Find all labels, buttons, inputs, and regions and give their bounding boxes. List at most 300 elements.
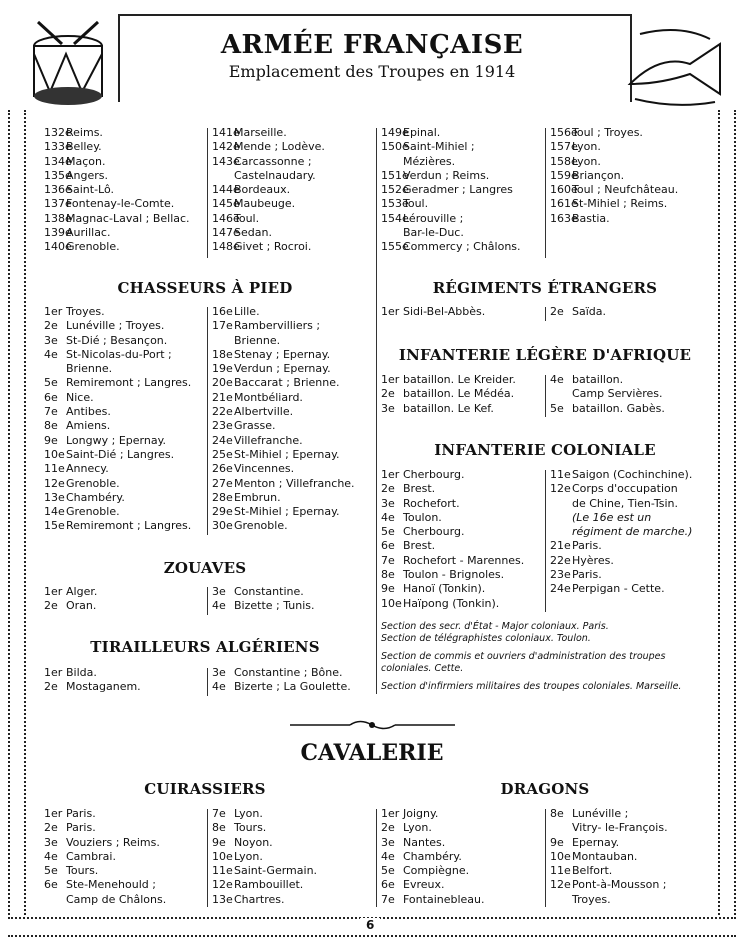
regiment-number: 2e — [44, 599, 58, 613]
garrison-location: Fontainebleau. — [403, 892, 485, 906]
regiment-number: 17e — [212, 319, 233, 333]
regiment-number: 144e — [212, 183, 240, 197]
regiment-number: 18e — [212, 347, 233, 361]
regiment-entry — [212, 505, 355, 519]
regiment-entry — [44, 391, 191, 405]
regiment-number: 150e — [381, 140, 409, 154]
regiment-entry — [381, 140, 521, 154]
garrison-location: Nantes. — [403, 835, 446, 849]
regiment-number: 9e — [550, 835, 564, 849]
regiment-entry — [381, 169, 521, 183]
regiment-number: 4e — [44, 347, 58, 361]
garrison-location: Cherbourg. — [403, 525, 465, 539]
garrison-location: Hyères. — [572, 553, 614, 567]
regiment-entry — [44, 893, 166, 907]
regiment-entry — [381, 511, 524, 525]
dragons-column-2 — [550, 807, 668, 907]
regiment-number: 13e — [44, 490, 65, 504]
regiment-entry — [550, 155, 678, 169]
tirailleurs-heading: TIRAILLEURS ALGÉRIENS — [90, 638, 320, 656]
chasseurs-column-2 — [212, 305, 355, 534]
regiment-entry — [550, 468, 692, 482]
regiment-entry — [212, 836, 317, 850]
regiment-entry — [212, 212, 325, 226]
regiment-number: 16e — [212, 305, 233, 318]
regiment-number: 159e — [550, 168, 578, 182]
regiment-entry — [44, 519, 191, 533]
regiment-entry — [550, 539, 692, 553]
garrison-location: Lérouville ; — [403, 211, 464, 225]
garrison-location: Nice. — [66, 390, 94, 404]
regiment-number: 24e — [212, 433, 233, 447]
regiment-number: 135e — [44, 168, 72, 182]
regiment-entry — [212, 477, 355, 491]
regiment-entry — [550, 836, 668, 850]
regiment-number: 7e — [212, 807, 226, 820]
etrangers-column-2 — [550, 305, 606, 319]
coloniale-note: Section de commis et ouvriers d'administration des troupes — [381, 651, 666, 662]
regiment-number: 23e — [550, 568, 571, 582]
regiment-entry — [212, 405, 355, 419]
regiment-number: 15e — [44, 519, 65, 533]
regiment-number: 10e — [381, 596, 402, 610]
regiment-number: 1er — [44, 807, 63, 820]
column-divider — [207, 809, 208, 907]
regiment-entry — [44, 240, 190, 254]
regiment-entry — [44, 140, 190, 154]
garrison-location: Mézières. — [403, 154, 456, 168]
regiment-number: 5e — [44, 864, 58, 878]
garrison-location: Cambrai. — [66, 849, 116, 863]
garrison-location: Toul. — [403, 197, 429, 211]
garrison-location: Montbéliard. — [234, 390, 303, 404]
regiment-entry — [212, 893, 317, 907]
etrangers-heading: RÉGIMENTS ÉTRANGERS — [432, 279, 658, 297]
garrison-location: Epinal. — [403, 126, 441, 139]
dragons-column-1 — [381, 807, 485, 907]
garrison-location: Embrun. — [234, 490, 281, 504]
garrison-location: Lyon. — [403, 821, 432, 835]
etrangers-column-1 — [381, 305, 485, 319]
garrison-location: Belley. — [66, 140, 102, 154]
coloniale-note: Section des secr. d'État - Major coloniaux. Paris. — [381, 621, 609, 632]
regiment-number: 136e — [44, 183, 72, 197]
garrison-location: Saint-Lô. — [66, 183, 115, 197]
garrison-location: Aurillac. — [66, 226, 111, 240]
garrison-location: St-Mihiel ; Epernay. — [234, 505, 340, 519]
regiment-number: 3e — [381, 835, 395, 849]
regiment-entry — [44, 666, 141, 680]
garrison-location: Angers. — [66, 168, 108, 182]
regiment-entry — [212, 850, 317, 864]
garrison-location: Stenay ; Epernay. — [234, 347, 331, 361]
garrison-location: St-Mihiel ; Epernay. — [234, 447, 340, 461]
regiment-number: 2e — [44, 680, 58, 694]
garrison-location: Noyon. — [234, 835, 273, 849]
regiment-number: 11e — [212, 864, 233, 878]
regiment-number: 4e — [550, 373, 564, 386]
zouaves-column-2 — [212, 585, 315, 614]
regiment-entry — [212, 169, 325, 183]
regiment-entry — [381, 597, 524, 611]
coloniale-heading: INFANTERIE COLONIALE — [434, 441, 656, 459]
regiment-entry — [550, 850, 668, 864]
garrison-location: Paris. — [66, 821, 96, 835]
regiment-entry — [212, 126, 325, 140]
regiment-number: 160e — [550, 183, 578, 197]
regiment-entry — [381, 212, 521, 226]
garrison-location: Lyon. — [234, 807, 263, 820]
regiment-number: 3e — [212, 585, 226, 598]
regiment-number: 28e — [212, 490, 233, 504]
regiment-entry — [381, 240, 521, 254]
garrison-location: Toulon - Brignoles. — [403, 568, 505, 582]
garrison-location: Maçon. — [66, 154, 106, 168]
regiment-number: 5e — [44, 376, 58, 390]
regiment-entry — [44, 850, 166, 864]
garrison-location: Troyes. — [572, 892, 611, 906]
garrison-location: Geradmer ; Langres — [403, 183, 513, 197]
regiment-entry — [550, 525, 692, 539]
regiment-number: 163e — [550, 211, 578, 225]
garrison-location: Rambouillet. — [234, 878, 304, 892]
regiment-number: 12e — [550, 482, 571, 496]
regiment-entry — [212, 140, 325, 154]
garrison-location: Paris. — [572, 539, 602, 553]
garrison-location: (Le 16e est un — [572, 510, 652, 524]
garrison-location: bataillon. Le Kef. — [403, 401, 494, 415]
regiment-entry — [381, 226, 521, 240]
column-divider — [207, 307, 208, 535]
garrison-location: Oran. — [66, 599, 97, 613]
regiment-entry — [44, 197, 190, 211]
regiment-number: 5e — [550, 401, 564, 415]
regiment-entry — [44, 836, 166, 850]
regiment-number: 12e — [44, 476, 65, 490]
regiment-entry — [381, 373, 516, 387]
garrison-location: Givet ; Rocroi. — [234, 240, 312, 254]
regiment-number: 145e — [212, 197, 240, 211]
regiment-entry — [212, 462, 355, 476]
garrison-location: Toul ; Troyes. — [572, 126, 643, 139]
regiment-entry — [44, 419, 191, 433]
dragons-heading: DRAGONS — [500, 780, 590, 798]
regiment-entry — [381, 850, 485, 864]
regiment-number: 5e — [381, 864, 395, 878]
regiment-number: 26e — [212, 462, 233, 476]
garrison-location: St-Mihiel ; Reims. — [572, 197, 668, 211]
regiment-entry — [381, 864, 485, 878]
garrison-location: Commercy ; Châlons. — [403, 240, 521, 254]
garrison-location: Toul ; Neufchâteau. — [572, 183, 679, 197]
regiment-number: 4e — [212, 599, 226, 613]
regiment-number: 1er — [381, 373, 400, 386]
regiment-number: 1er — [381, 468, 400, 481]
regiment-number: 3e — [44, 333, 58, 347]
regiment-entry — [212, 362, 355, 376]
garrison-location: Lille. — [234, 305, 260, 318]
regiment-number: 133e — [44, 140, 72, 154]
regiment-entry — [550, 482, 692, 496]
garrison-location: Montauban. — [572, 849, 638, 863]
chasseurs-column-1 — [44, 305, 191, 534]
infantry-column-3 — [381, 126, 521, 255]
regiment-number: 20e — [212, 376, 233, 390]
regiment-entry — [381, 878, 485, 892]
garrison-location: Chambéry. — [403, 849, 462, 863]
page-title: ARMÉE FRANÇAISE — [220, 30, 524, 60]
garrison-location: Bizerte ; La Goulette. — [234, 680, 351, 694]
regiment-entry — [550, 821, 668, 835]
regiment-entry — [381, 836, 485, 850]
regiment-number: 10e — [44, 447, 65, 461]
regiment-entry — [212, 348, 355, 362]
garrison-location: St-Nicolas-du-Port ; — [66, 347, 172, 361]
garrison-location: Chambéry. — [66, 490, 125, 504]
garrison-location: Marseille. — [234, 126, 287, 139]
regiment-entry — [44, 334, 191, 348]
garrison-location: St-Dié ; Besançon. — [66, 333, 168, 347]
infantry-column-2 — [212, 126, 325, 255]
left-ornamental-border — [8, 110, 26, 915]
regiment-number: 139e — [44, 226, 72, 240]
regiment-entry — [381, 582, 524, 596]
regiment-number: 140e — [44, 240, 72, 254]
garrison-location: de Chine, Tien-Tsin. — [572, 496, 678, 510]
regiment-entry — [44, 434, 191, 448]
regiment-entry — [381, 402, 516, 416]
regiment-number: 3e — [381, 496, 395, 510]
regiment-entry — [44, 362, 191, 376]
regiment-entry — [212, 240, 325, 254]
coloniale-note: coloniales. Cette. — [381, 663, 464, 674]
regiment-entry — [44, 319, 191, 333]
garrison-location: Compiègne. — [403, 864, 470, 878]
garrison-location: Grenoble. — [66, 240, 120, 254]
regiment-entry — [381, 568, 524, 582]
garrison-location: Verdun ; Epernay. — [234, 362, 331, 376]
regiment-number: 148e — [212, 240, 240, 254]
regiment-entry — [381, 126, 521, 140]
garrison-location: Haïpong (Tonkin). — [403, 596, 500, 610]
regiment-number: 3e — [44, 835, 58, 849]
regiment-entry — [44, 169, 190, 183]
garrison-location: bataillon. Le Médéa. — [403, 387, 515, 401]
regiment-number: 1er — [44, 666, 63, 679]
regiment-number: 1er — [44, 585, 63, 598]
garrison-location: Pont-à-Mousson ; — [572, 878, 667, 892]
garrison-location: Toul. — [234, 211, 260, 225]
regiment-entry — [381, 305, 485, 319]
regiment-entry — [44, 376, 191, 390]
regiment-number: 12e — [550, 878, 571, 892]
regiment-entry — [550, 212, 678, 226]
infantry-column-4 — [550, 126, 678, 226]
regiment-entry — [44, 183, 190, 197]
regiment-entry — [212, 376, 355, 390]
regiment-entry — [381, 387, 516, 401]
garrison-location: Carcassonne ; — [234, 154, 312, 168]
regiment-entry — [44, 348, 191, 362]
regiment-entry — [381, 525, 524, 539]
regiment-entry — [550, 568, 692, 582]
regiment-number: 10e — [212, 849, 233, 863]
garrison-location: Amiens. — [66, 419, 111, 433]
regiment-entry — [44, 462, 191, 476]
regiment-number: 155e — [381, 240, 409, 254]
regiment-entry — [212, 821, 317, 835]
regiment-number: 3e — [381, 401, 395, 415]
regiment-entry — [212, 419, 355, 433]
garrison-location: régiment de marche.) — [572, 525, 693, 539]
column-divider — [545, 470, 546, 612]
regiment-number: 161e — [550, 197, 578, 211]
regiment-entry — [44, 212, 190, 226]
regiment-number: 8e — [212, 821, 226, 835]
column-divider — [545, 809, 546, 907]
page-number: 6 — [360, 918, 380, 932]
garrison-location: Cherbourg. — [403, 468, 465, 481]
regiment-number: 1er — [381, 807, 400, 820]
regiment-number: 4e — [44, 849, 58, 863]
garrison-location: Brest. — [403, 539, 436, 553]
regiment-number: 22e — [550, 553, 571, 567]
garrison-location: Saigon (Cochinchine). — [572, 468, 693, 481]
garrison-location: Grenoble. — [234, 519, 288, 533]
garrison-location: Vouziers ; Reims. — [66, 835, 160, 849]
regiment-entry — [550, 305, 606, 319]
regiment-entry — [550, 582, 692, 596]
garrison-location: Brienne. — [66, 362, 113, 376]
regiment-number: 138e — [44, 211, 72, 225]
regiment-entry — [44, 864, 166, 878]
regiment-entry — [550, 497, 692, 511]
tirailleurs-column-1 — [44, 666, 141, 695]
garrison-location: Longwy ; Epernay. — [66, 433, 167, 447]
garrison-location: bataillon. — [572, 373, 624, 386]
garrison-location: Rochefort. — [403, 496, 460, 510]
regiment-entry — [212, 434, 355, 448]
regiment-entry — [550, 387, 665, 401]
right-ornamental-border — [718, 110, 736, 915]
garrison-location: Joigny. — [403, 807, 439, 820]
garrison-location: Lyon. — [234, 849, 263, 863]
garrison-location: bataillon. Le Kreider. — [403, 373, 516, 386]
regiment-entry — [44, 807, 166, 821]
garrison-location: Corps d'occupation — [572, 482, 678, 496]
regiment-number: 7e — [381, 553, 395, 567]
regiment-entry — [550, 893, 668, 907]
regiment-number: 19e — [212, 362, 233, 376]
regiment-number: 30e — [212, 519, 233, 533]
regiment-number: 22e — [212, 405, 233, 419]
regiment-entry — [550, 197, 678, 211]
regiment-number: 149e — [381, 126, 409, 139]
regiment-number: 134e — [44, 154, 72, 168]
regiment-entry — [212, 305, 355, 319]
garrison-location: Maubeuge. — [234, 197, 296, 211]
regiment-entry — [550, 878, 668, 892]
garrison-location: Lunéville ; — [572, 807, 629, 820]
garrison-location: Epernay. — [572, 835, 620, 849]
column-divider — [207, 128, 208, 258]
garrison-location: Bilda. — [66, 666, 97, 679]
regiment-entry — [212, 226, 325, 240]
center-column-divider — [376, 809, 377, 907]
regiment-entry — [212, 878, 317, 892]
garrison-location: Remiremont ; Langres. — [66, 376, 192, 390]
regiment-number: 152e — [381, 183, 409, 197]
regiment-entry — [44, 405, 191, 419]
regiment-entry — [550, 511, 692, 525]
regiment-entry — [212, 585, 315, 599]
column-divider — [545, 128, 546, 258]
regiment-number: 4e — [212, 680, 226, 694]
regiment-number: 146e — [212, 211, 240, 225]
regiment-entry — [381, 497, 524, 511]
regiment-number: 2e — [44, 821, 58, 835]
regiment-number: 6e — [44, 390, 58, 404]
cuirassiers-column-2 — [212, 807, 317, 907]
regiment-number: 143e — [212, 154, 240, 168]
garrison-location: Vincennes. — [234, 462, 295, 476]
regiment-number: 14e — [44, 505, 65, 519]
regiment-entry — [550, 140, 678, 154]
garrison-location: Mende ; Lodève. — [234, 140, 325, 154]
regiment-entry — [381, 539, 524, 553]
regiment-entry — [381, 155, 521, 169]
page-subtitle: Emplacement des Troupes en 1914 — [228, 62, 516, 81]
regiment-number: 9e — [381, 582, 395, 596]
regiment-entry — [550, 864, 668, 878]
regiment-entry — [212, 864, 317, 878]
garrison-location: Camp Servières. — [572, 387, 663, 401]
garrison-location: Constantine ; Bône. — [234, 666, 343, 679]
regiment-number: 8e — [550, 807, 564, 820]
regiment-number: 158e — [550, 154, 578, 168]
garrison-location: Saint-Mihiel ; — [403, 140, 475, 154]
garrison-location: Belfort. — [572, 864, 613, 878]
regiment-number: 6e — [381, 878, 395, 892]
coloniale-note: Section d'infirmiers militaires des troupes coloniales. Marseille. — [381, 681, 682, 692]
garrison-location: Bizette ; Tunis. — [234, 599, 315, 613]
regiment-number: 13e — [212, 892, 233, 906]
garrison-location: Constantine. — [234, 585, 304, 598]
regiment-entry — [212, 491, 355, 505]
regiment-entry — [550, 169, 678, 183]
garrison-location: Brienne. — [234, 333, 281, 347]
regiment-number: 157e — [550, 140, 578, 154]
infantry-column-1 — [44, 126, 190, 255]
garrison-location: Annecy. — [66, 462, 109, 476]
garrison-location: Lyon. — [572, 154, 601, 168]
garrison-location: Tours. — [66, 864, 99, 878]
regiment-entry — [212, 197, 325, 211]
garrison-location: Castelnaudary. — [234, 168, 316, 182]
garrison-location: Alger. — [66, 585, 98, 598]
legere-column-2 — [550, 373, 665, 416]
garrison-location: Saint-Dié ; Langres. — [66, 447, 175, 461]
regiment-number: 142e — [212, 140, 240, 154]
zouaves-heading: ZOUAVES — [163, 559, 247, 577]
garrison-location: Hanoï (Tonkin). — [403, 582, 486, 596]
regiment-entry — [212, 319, 355, 333]
garrison-location: Briançon. — [572, 168, 625, 182]
regiment-entry — [212, 155, 325, 169]
garrison-location: Bar-le-Duc. — [403, 226, 464, 240]
regiment-number: 11e — [550, 864, 571, 878]
regiment-entry — [212, 666, 351, 680]
